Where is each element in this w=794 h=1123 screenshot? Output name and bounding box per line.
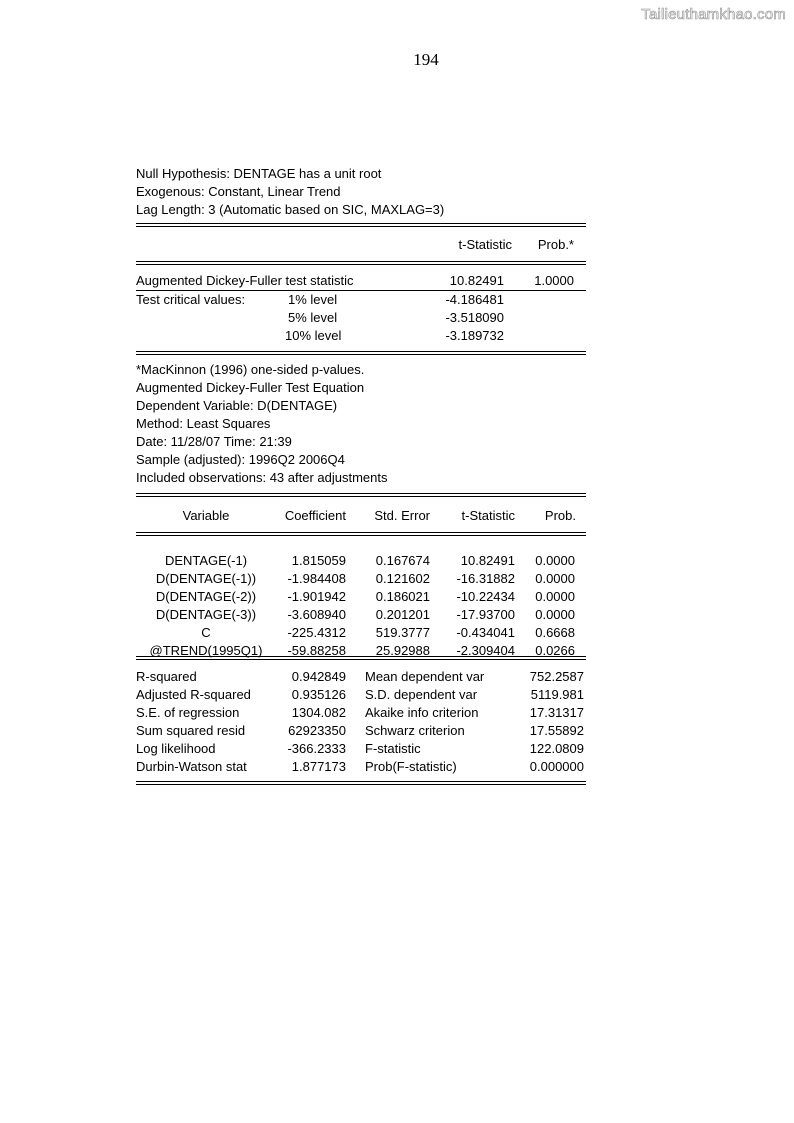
- table-rule: [136, 781, 586, 785]
- cell-prob: 0.0266: [535, 643, 575, 658]
- adf-table: [136, 223, 586, 355]
- stat-label: R-squared: [136, 669, 197, 684]
- cell-prob: 0.0000: [535, 589, 575, 604]
- info-line: Dependent Variable: D(DENTAGE): [136, 398, 338, 413]
- cell-prob: 0.0000: [535, 607, 575, 622]
- stat-value: 0.000000: [529, 759, 584, 774]
- cell-std-error: 0.186021: [375, 589, 430, 604]
- stat-value: 0.942849: [291, 669, 346, 684]
- info-line: Sample (adjusted): 1996Q2 2006Q4: [136, 452, 345, 467]
- stat-label: Durbin-Watson stat: [136, 759, 247, 774]
- info-line: *MacKinnon (1996) one-sided p-values.: [136, 362, 365, 377]
- table-row: [136, 740, 586, 758]
- critical-row: [136, 291, 586, 309]
- stat-value: 17.55892: [529, 723, 584, 738]
- cell-variable: D(DENTAGE(-2)): [155, 589, 257, 604]
- cell-variable: D(DENTAGE(-3)): [155, 607, 257, 622]
- critical-value: -4.186481: [445, 292, 504, 307]
- table-row: [136, 588, 586, 606]
- info-line: Augmented Dickey-Fuller Test Equation: [136, 380, 365, 395]
- cell-tstatistic: -10.22434: [456, 589, 515, 604]
- stat-label: S.E. of regression: [136, 705, 240, 720]
- table-rule: [136, 223, 586, 227]
- table-row: [136, 758, 586, 776]
- table-row: [136, 552, 586, 570]
- cell-variable: D(DENTAGE(-1)): [155, 571, 257, 586]
- header-line: Null Hypothesis: DENTAGE has a unit root: [136, 166, 382, 181]
- cell-coefficient: -59.88258: [287, 643, 346, 658]
- col-coefficient: Coefficient: [284, 508, 346, 523]
- critical-value: -3.189732: [445, 328, 504, 343]
- test-header: [136, 165, 586, 219]
- stat-value: 0.935126: [291, 687, 346, 702]
- table-row: [136, 606, 586, 624]
- stat-label: Prob(F-statistic): [365, 759, 457, 774]
- col-prob: Prob.*: [537, 237, 574, 252]
- stat-label: Log likelihood: [136, 741, 216, 756]
- cell-coefficient: -225.4312: [287, 625, 346, 640]
- col-prob: Prob.: [544, 508, 576, 523]
- regression-stats: [136, 656, 586, 785]
- page-number: 194: [413, 50, 439, 69]
- adf-stat-label: Augmented Dickey-Fuller test statistic: [136, 273, 354, 288]
- stat-label: Mean dependent var: [365, 669, 485, 684]
- equation-info: [136, 361, 586, 487]
- stat-value: 752.2587: [529, 669, 584, 684]
- cell-prob: 0.0000: [535, 571, 575, 586]
- table-row: [136, 624, 586, 642]
- stat-value: 5119.981: [530, 687, 584, 702]
- adf-stat-value: 10.82491: [449, 273, 504, 288]
- col-tstatistic: t-Statistic: [461, 508, 515, 523]
- coefficient-table: [136, 493, 586, 660]
- table-rule: [136, 261, 586, 265]
- table-row: [136, 686, 586, 704]
- cell-coefficient: -1.901942: [287, 589, 346, 604]
- adf-header-row: [136, 236, 586, 254]
- critical-row: [136, 327, 586, 345]
- cell-tstatistic: -2.309404: [456, 643, 515, 658]
- cell-std-error: 25.92988: [375, 643, 430, 658]
- header-line: Exogenous: Constant, Linear Trend: [136, 184, 341, 199]
- stat-label: Adjusted R-squared: [136, 687, 251, 702]
- table-row: [136, 722, 586, 740]
- cell-variable: @TREND(1995Q1): [149, 643, 263, 658]
- coef-header-row: [136, 507, 586, 525]
- header-line: Lag Length: 3 (Automatic based on SIC, MAXLAG=3): [136, 202, 445, 217]
- stat-value: -366.2333: [287, 741, 346, 756]
- cell-std-error: 519.3777: [375, 625, 430, 640]
- watermark: Tailieuthamkhao.com: [641, 6, 786, 23]
- cell-coefficient: 1.815059: [291, 553, 346, 568]
- cell-tstatistic: 10.82491: [460, 553, 515, 568]
- critical-label: Test critical values:: [136, 292, 246, 307]
- cell-prob: 0.6668: [535, 625, 575, 640]
- table-rule: [136, 351, 586, 355]
- adf-stat-prob: 1.0000: [534, 273, 574, 288]
- col-tstat: t-Statistic: [458, 237, 512, 252]
- stat-label: S.D. dependent var: [365, 687, 478, 702]
- stat-value: 1304.082: [291, 705, 346, 720]
- critical-level: 1% level: [288, 292, 338, 307]
- table-rule: [136, 493, 586, 497]
- cell-std-error: 0.167674: [375, 553, 430, 568]
- cell-tstatistic: -17.93700: [456, 607, 515, 622]
- cell-tstatistic: -16.31882: [456, 571, 515, 586]
- critical-row: [136, 309, 586, 327]
- info-line: Date: 11/28/07 Time: 21:39: [136, 434, 292, 449]
- stat-value: 1.877173: [291, 759, 346, 774]
- stat-label: F-statistic: [365, 741, 421, 756]
- cell-tstatistic: -0.434041: [456, 625, 515, 640]
- col-std-error: Std. Error: [374, 508, 430, 523]
- critical-level: 5% level: [288, 310, 338, 325]
- col-variable: Variable: [182, 508, 230, 523]
- cell-variable: DENTAGE(-1): [164, 553, 248, 568]
- adf-stat-row: [136, 272, 586, 290]
- critical-value: -3.518090: [445, 310, 504, 325]
- stat-value: 62923350: [288, 723, 346, 738]
- stat-label: Akaike info criterion: [365, 705, 479, 720]
- cell-coefficient: -1.984408: [287, 571, 346, 586]
- stat-value: 122.0809: [529, 741, 584, 756]
- stat-label: Sum squared resid: [136, 723, 246, 738]
- cell-prob: 0.0000: [535, 553, 575, 568]
- cell-std-error: 0.121602: [375, 571, 430, 586]
- table-row: [136, 704, 586, 722]
- critical-level: 10% level: [285, 328, 342, 343]
- info-line: Included observations: 43 after adjustments: [136, 470, 388, 485]
- cell-coefficient: -3.608940: [287, 607, 346, 622]
- info-line: Method: Least Squares: [136, 416, 271, 431]
- stat-label: Schwarz criterion: [365, 723, 465, 738]
- cell-variable: C: [201, 625, 211, 640]
- stat-value: 17.31317: [529, 705, 584, 720]
- cell-std-error: 0.201201: [375, 607, 430, 622]
- table-row: [136, 668, 586, 686]
- table-row: [136, 570, 586, 588]
